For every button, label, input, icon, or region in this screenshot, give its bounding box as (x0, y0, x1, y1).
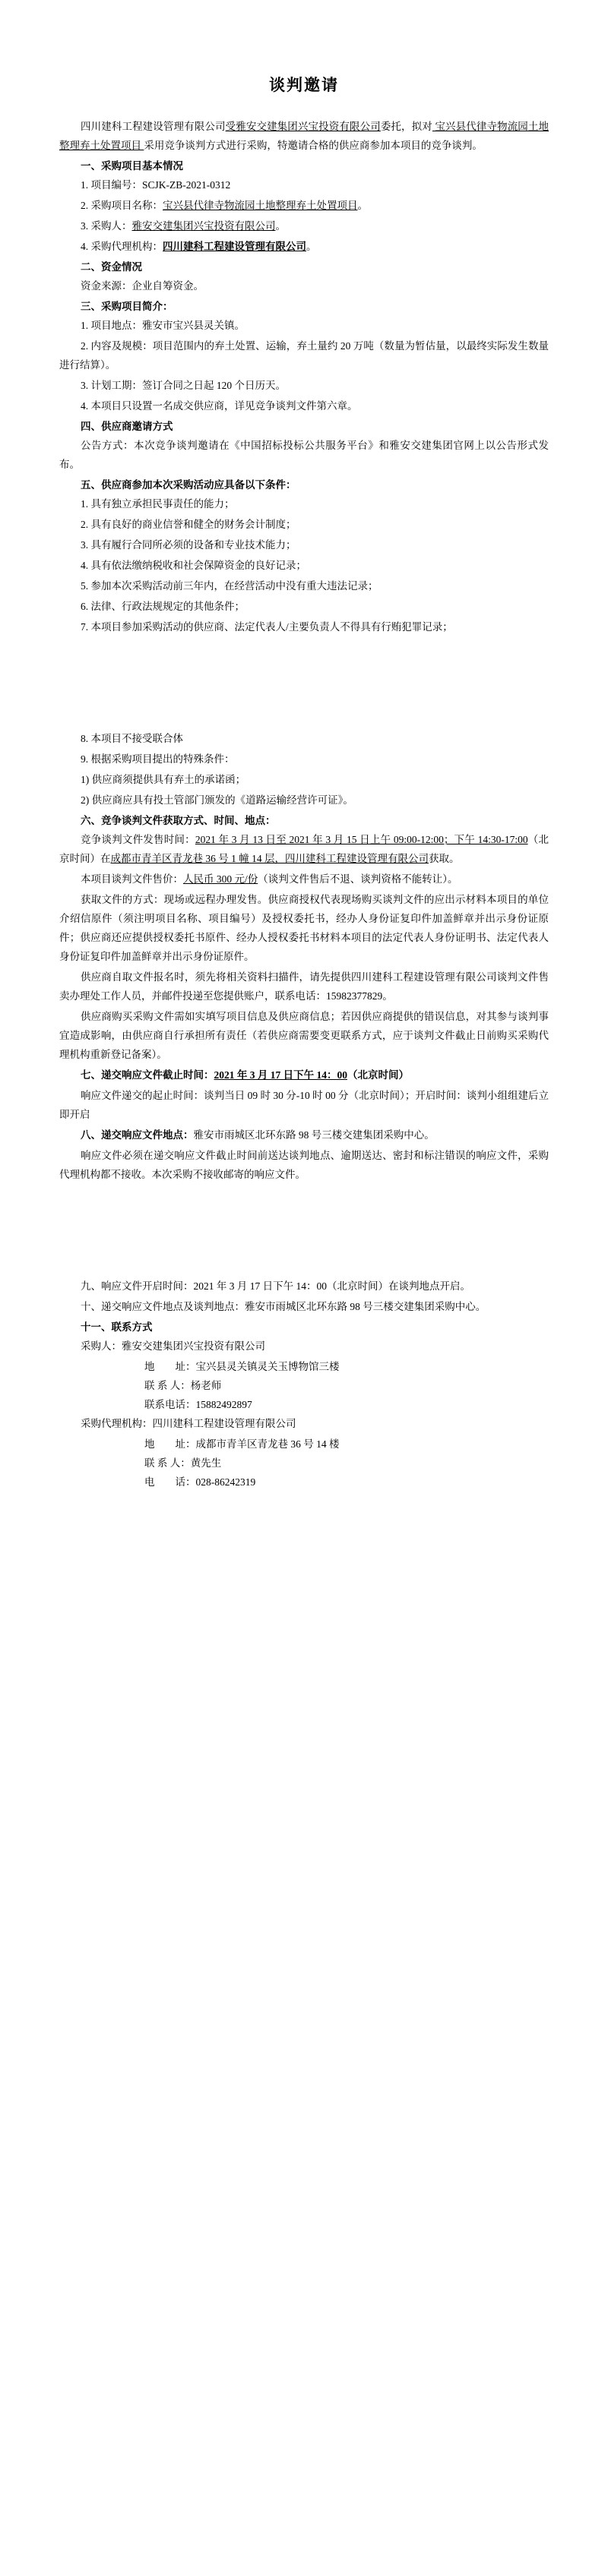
section-8-note: 响应文件必须在递交响应文件截止时间前送达谈判地点、逾期送达、密封和标注错误的响应文件，采购代理机构都不接收。本次采购不接收邮寄的响应文件。 (59, 1150, 549, 1180)
contact-label: 电 话： (144, 1476, 196, 1488)
section-5-item-4: 5. 参加本次采购活动前三年内，在经营活动中没有重大违法记录； (81, 580, 378, 592)
contact-row (59, 1454, 549, 1473)
project-name-value: 宝兴县代律寺物流园土地整理弃土处置项目 (163, 200, 358, 211)
contact-row (59, 1357, 549, 1376)
purchaser-contacts (59, 1357, 549, 1414)
section-1-item-2: 3. 采购人：雅安交建集团兴宝投资有限公司。 (81, 220, 286, 232)
section-7-item-0: 响应文件递交的起止时间：谈判当日 09 时 30 分-10 时 00 分（北京时间）；开启时间：谈判小组组建后立即开启 (59, 1090, 549, 1120)
page-break-spacer-2 (59, 1185, 549, 1277)
contact-value: 杨老师 (190, 1380, 222, 1391)
contact-label: 联 系 人： (144, 1457, 191, 1469)
contact-row (59, 1435, 549, 1454)
doc-sale-time-value: 2021 年 3 月 13 日至 2021 年 3 月 15 日上午 09:00-12:00；下午 14:30-17:00 (195, 834, 528, 845)
deadline-suffix: （北京时间） (347, 1069, 409, 1081)
section-4-item-0: 公告方式：本次竞争谈判邀请在《中国招标投标公共服务平台》和雅安交建集团官网上以公告形式发布。 (59, 440, 549, 470)
special-condition-2: 2) 供应商应具有投土管部门颁发的《道路运输经营许可证》。 (81, 794, 353, 806)
intro-text-1: 四川建科工程建设管理有限公司 (81, 121, 226, 132)
section-8-heading: 八、递交响应文件地点：雅安市雨城区北环东路 98 号三楼交建集团采购中心。 (81, 1129, 435, 1141)
section-5-item-5: 6. 法律、行政法规规定的其他条件； (81, 601, 245, 612)
section-5-item-6: 7. 本项目参加采购活动的供应商、法定代表人/主要负责人不得具有行贿犯罪记录； (81, 621, 453, 633)
contact-value: 黄先生 (190, 1457, 222, 1469)
intro-text-2: 委托，拟对 (380, 121, 432, 132)
section-heading-3: 三、采购项目简介： (81, 301, 173, 312)
section-1-item-1: 2. 采购项目名称：宝兴县代律寺物流园土地整理弃土处置项目。 (81, 200, 368, 211)
section-1-item-3: 4. 采购代理机构：四川建科工程建设管理有限公司。 (81, 241, 317, 252)
footer-spacer (59, 1492, 549, 1522)
page-break-spacer-1 (59, 638, 549, 729)
contact-row (59, 1395, 549, 1414)
section-5-item-0: 1. 具有独立承担民事责任的能力； (81, 498, 235, 510)
doc-sale-place-value: 成都市青羊区青龙巷 36 号 1 幢 14 层，四川建科工程建设管理有限公司 (110, 853, 429, 864)
intro-entity-1: 受雅安交建集团兴宝投资有限公司 (225, 121, 381, 132)
section-heading-4: 四、供应商邀请方式 (81, 421, 173, 432)
section-10: 十、递交响应文件地点及谈判地点：雅安市雨城区北环东路 98 号三楼交建集团采购中心。 (81, 1301, 486, 1312)
contact-label: 地 址： (144, 1361, 196, 1372)
section-6-item-4: 供应商购买采购文件需如实填写项目信息及供应商信息；若因供应商提供的错误信息，对其参与谈判事宜造成影响，由供应商自行承担所有责任（若供应商需要变更联系方式，应于谈判文件截止日前购买采购代理机构重新登记备案）。 (59, 1011, 549, 1060)
section-7-label: 七、递交响应文件截止时间： (81, 1069, 214, 1081)
section-6-item-2: 获取文件的方式：现场或远程办理发售。供应商授权代表现场购买谈判文件的应出示材料本项目的单位介绍信原件（须注明项目名称、项目编号）及授权委托书，经办人身份证复印件加盖鲜章并出示身份证原件；供应商还应提供授权委托书原件、经办人授权委托书材料本项目的法定代表人身份证明书、法定代表人身份证复印件加盖鲜章并出示身份证原件。 (59, 894, 549, 962)
special-condition-1: 1) 供应商须提供具有弃土的承诺函； (81, 774, 246, 785)
section-3-item-0: 1. 项目地点：雅安市宝兴县灵关镇。 (81, 320, 245, 331)
intro-paragraph (59, 117, 549, 155)
section-3-item-2: 3. 计划工期：签订合同之日起 120 个日历天。 (81, 380, 286, 391)
section-2-item-0: 资金来源：企业自筹资金。 (81, 280, 204, 292)
intro-text-3: 采用竞争谈判方式进行采购，特邀请合格的供应商参加本项目的竞争谈判。 (144, 140, 483, 151)
contact-label: 地 址： (144, 1438, 196, 1450)
section-3-item-3: 4. 本项目只设置一名成交供应商，详见竞争谈判文件第六章。 (81, 400, 358, 412)
section-5-item-8: 9. 根据采购项目提出的特殊条件： (81, 753, 235, 765)
section-1-item-0: 1. 项目编号：SCJK-ZB-2021-0312 (81, 179, 231, 191)
contact-label: 联系电话： (144, 1399, 196, 1410)
contact-value: 成都市青羊区青龙巷 36 号 14 楼 (195, 1438, 340, 1450)
section-heading-6: 六、竞争谈判文件获取方式、时间、地点： (81, 815, 276, 826)
agency-line: 采购代理机构：四川建科工程建设管理有限公司 (81, 1418, 296, 1429)
contact-value: 宝兴县灵关镇灵关玉博物馆三楼 (195, 1361, 340, 1372)
section-heading-7 (59, 1065, 549, 1084)
section-heading-1: 一、采购项目基本情况 (81, 160, 183, 172)
section-5-item-2: 3. 具有履行合同所必须的设备和专业技术能力； (81, 539, 296, 551)
page-title: 谈判邀请 (269, 76, 339, 94)
section-6-item-0: 竞争谈判文件发售时间：2021 年 3 月 13 日至 2021 年 3 月 15 日上午 09:00-12:00；下午 14:30-17:00（北京时间）在成都市青羊区青龙巷 36 号 1 幢 14 层，四川建科工程建设管理有限公司获取。 (59, 834, 549, 864)
contact-row (59, 1473, 549, 1492)
section-heading-11: 十一、联系方式 (81, 1321, 153, 1333)
section-heading-2: 二、资金情况 (81, 261, 142, 273)
contact-row (59, 1376, 549, 1395)
section-heading-5: 五、供应商参加本次采购活动应具备以下条件： (81, 479, 296, 491)
deadline-value: 2021 年 3 月 17 日下午 14：00 (214, 1069, 347, 1081)
section-9: 九、响应文件开启时间：2021 年 3 月 17 日下午 14：00（北京时间）在谈判地点开启。 (81, 1280, 470, 1292)
agency-value: 四川建科工程建设管理有限公司 (163, 241, 306, 252)
purchaser-value: 雅安交建集团兴宝投资有限公司 (131, 220, 276, 232)
section-5-item-3: 4. 具有依法缴纳税收和社会保障资金的良好记录； (81, 560, 306, 571)
doc-price-value: 人民币 300 元/份 (183, 873, 258, 885)
section-6-item-1: 本项目谈判文件售价：人民币 300 元/份（谈判文件售后不退、谈判资格不能转让）。 (81, 873, 458, 885)
section-3-item-1: 2. 内容及规模：项目范围内的弃土处置、运输，弃土量约 20 万吨（数量为暂估量，以最终实际发生数量进行结算）。 (59, 340, 549, 371)
contact-label: 联 系 人： (144, 1380, 191, 1391)
section-8-label: 八、递交响应文件地点： (81, 1129, 194, 1141)
agency-contacts (59, 1435, 549, 1492)
contact-value: 15882492897 (195, 1399, 252, 1410)
intro-project: 宝兴县代律寺物流园土地整理弃土处置项目 (59, 121, 549, 151)
purchaser-line: 采购人：雅安交建集团兴宝投资有限公司 (81, 1340, 265, 1352)
contact-value: 028-86242319 (195, 1476, 256, 1488)
section-6-item-3: 供应商自取文件报名时，须先将相关资料扫描件，请先提供四川建科工程建设管理有限公司谈判文件售卖办理处工作人员，并邮件投递至您提供账户，联系电话：15982377829。 (59, 971, 549, 1002)
section-5-item-1: 2. 具有良好的商业信誉和健全的财务会计制度； (81, 519, 296, 530)
section-5-item-7: 8. 本项目不接受联合体 (81, 733, 183, 744)
